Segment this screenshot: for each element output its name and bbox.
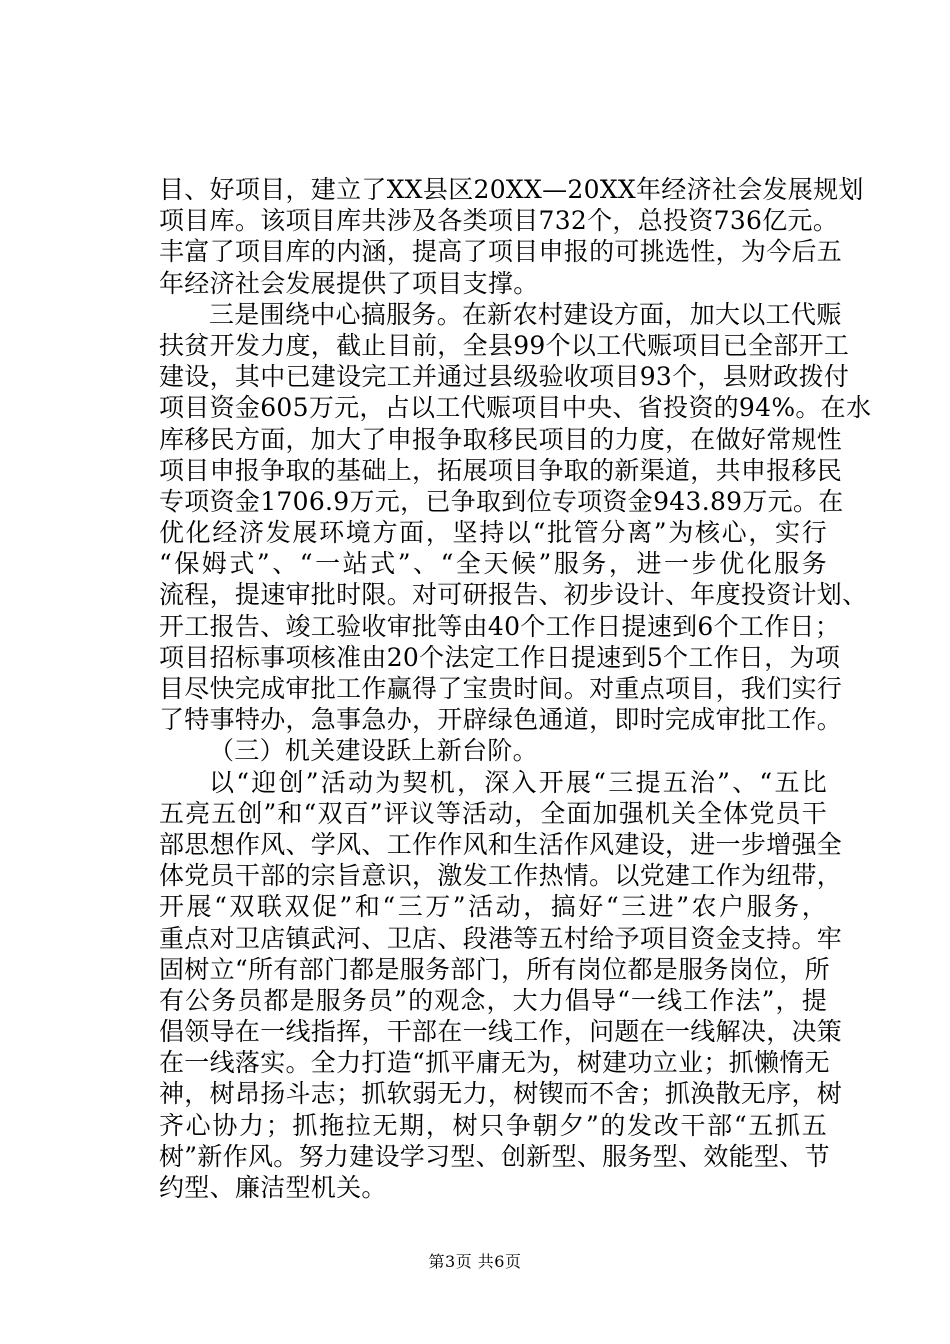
text-line: 有公务员都是服务员”的观念，大力倡导“一线工作法”，提 — [159, 985, 827, 1015]
text-line: 树”新作风。努力建设学习型、创新型、服务型、效能型、节 — [159, 1141, 830, 1171]
section-heading: （三）机关建设跃上新台阶。 — [209, 736, 538, 766]
text-line: 扶贫开发力度，截止目前，全县99个以工代赈项目已全部开工 — [159, 330, 850, 360]
text-line: 体党员干部的宗旨意识，激发工作热情。以党建工作为纽带， — [159, 861, 843, 891]
page-footer: 第3页 共6页 — [428, 1252, 522, 1271]
text-line: 以“迎创”活动为契机，深入开展“三提五治”、“五比 — [209, 767, 827, 797]
text-line: 丰富了项目库的内涵，提高了项目申报的可挑选性，为今后五 — [159, 237, 843, 267]
text-line: 了特事特办，急事急办，开辟绿色通道，即时完成审批工作。 — [159, 705, 843, 735]
text-line: 专项资金1706.9万元，已争取到位专项资金943.89万元。在 — [159, 486, 844, 516]
text-line: 流程，提速审批时限。对可研报告、初步设计、年度投资计划、 — [159, 580, 868, 610]
text-line: 目尽快完成审批工作赢得了宝贵时间。对重点项目，我们实行 — [159, 674, 843, 703]
text-line: 目、好项目，建立了XX县区20XX—20XX年经济社会发展规划 — [159, 175, 864, 204]
text-line: 神，树昂扬斗志；抓软弱无力，树锲而不舍；抓涣散无序，树 — [159, 1079, 843, 1109]
text-line: 年经济社会发展提供了项目支撑。 — [159, 268, 539, 298]
text-line: 优化经济发展环境方面，坚持以“批管分离”为核心，实行 — [159, 518, 827, 548]
text-line: 约型、廉洁型机关。 — [159, 1173, 387, 1202]
document-body — [159, 174, 872, 1203]
text-line: 开工报告、竣工验收审批等由40个工作日提速到6个工作日； — [159, 611, 841, 641]
text-line: 项目库。该项目库共涉及各类项目732个，总投资736亿元。 — [159, 206, 839, 236]
text-line: 倡领导在一线指挥，干部在一线工作，问题在一线解决，决策 — [159, 1017, 843, 1047]
text-line: 项目资金605万元，占以工代赈项目中央、省投资的94%。在水 — [159, 393, 872, 423]
text-line: 项目申报争取的基础上，拓展项目争取的新渠道，共申报移民 — [159, 455, 843, 485]
text-line: 开展“双联双促”和“三万”活动，搞好“三进”农户服务， — [159, 892, 827, 922]
text-line: 五亮五创”和“双百”评议等活动，全面加强机关全体党员干 — [159, 798, 827, 828]
text-line: 部思想作风、学风、工作作风和生活作风建设，进一步增强全 — [159, 829, 843, 859]
text-line: 建设，其中已建设完工并通过县级验收项目93个，县财政拨付 — [159, 362, 850, 392]
text-line: 项目招标事项核准由20个法定工作日提速到5个工作日，为项 — [159, 642, 841, 672]
text-line: “保姆式”、“一站式”、“全天候”服务，进一步优化服务 — [159, 549, 827, 579]
text-line: 库移民方面，加大了申报争取移民项目的力度，在做好常规性 — [159, 424, 843, 454]
text-line: 三是围绕中心搞服务。在新农村建设方面，加大以工代赈 — [209, 299, 842, 329]
text-line: 在一线落实。全力打造“抓平庸无为，树建功立业；抓懒惰无 — [159, 1048, 830, 1078]
text-line: 齐心协力；抓拖拉无期，树只争朝夕”的发改干部“五抓五 — [159, 1110, 827, 1140]
text-line: 固树立“所有部门都是服务部门，所有岗位都是服务岗位，所 — [159, 954, 830, 984]
text-line: 重点对卫店镇武河、卫店、段港等五村给予项目资金支持。牢 — [159, 923, 843, 953]
